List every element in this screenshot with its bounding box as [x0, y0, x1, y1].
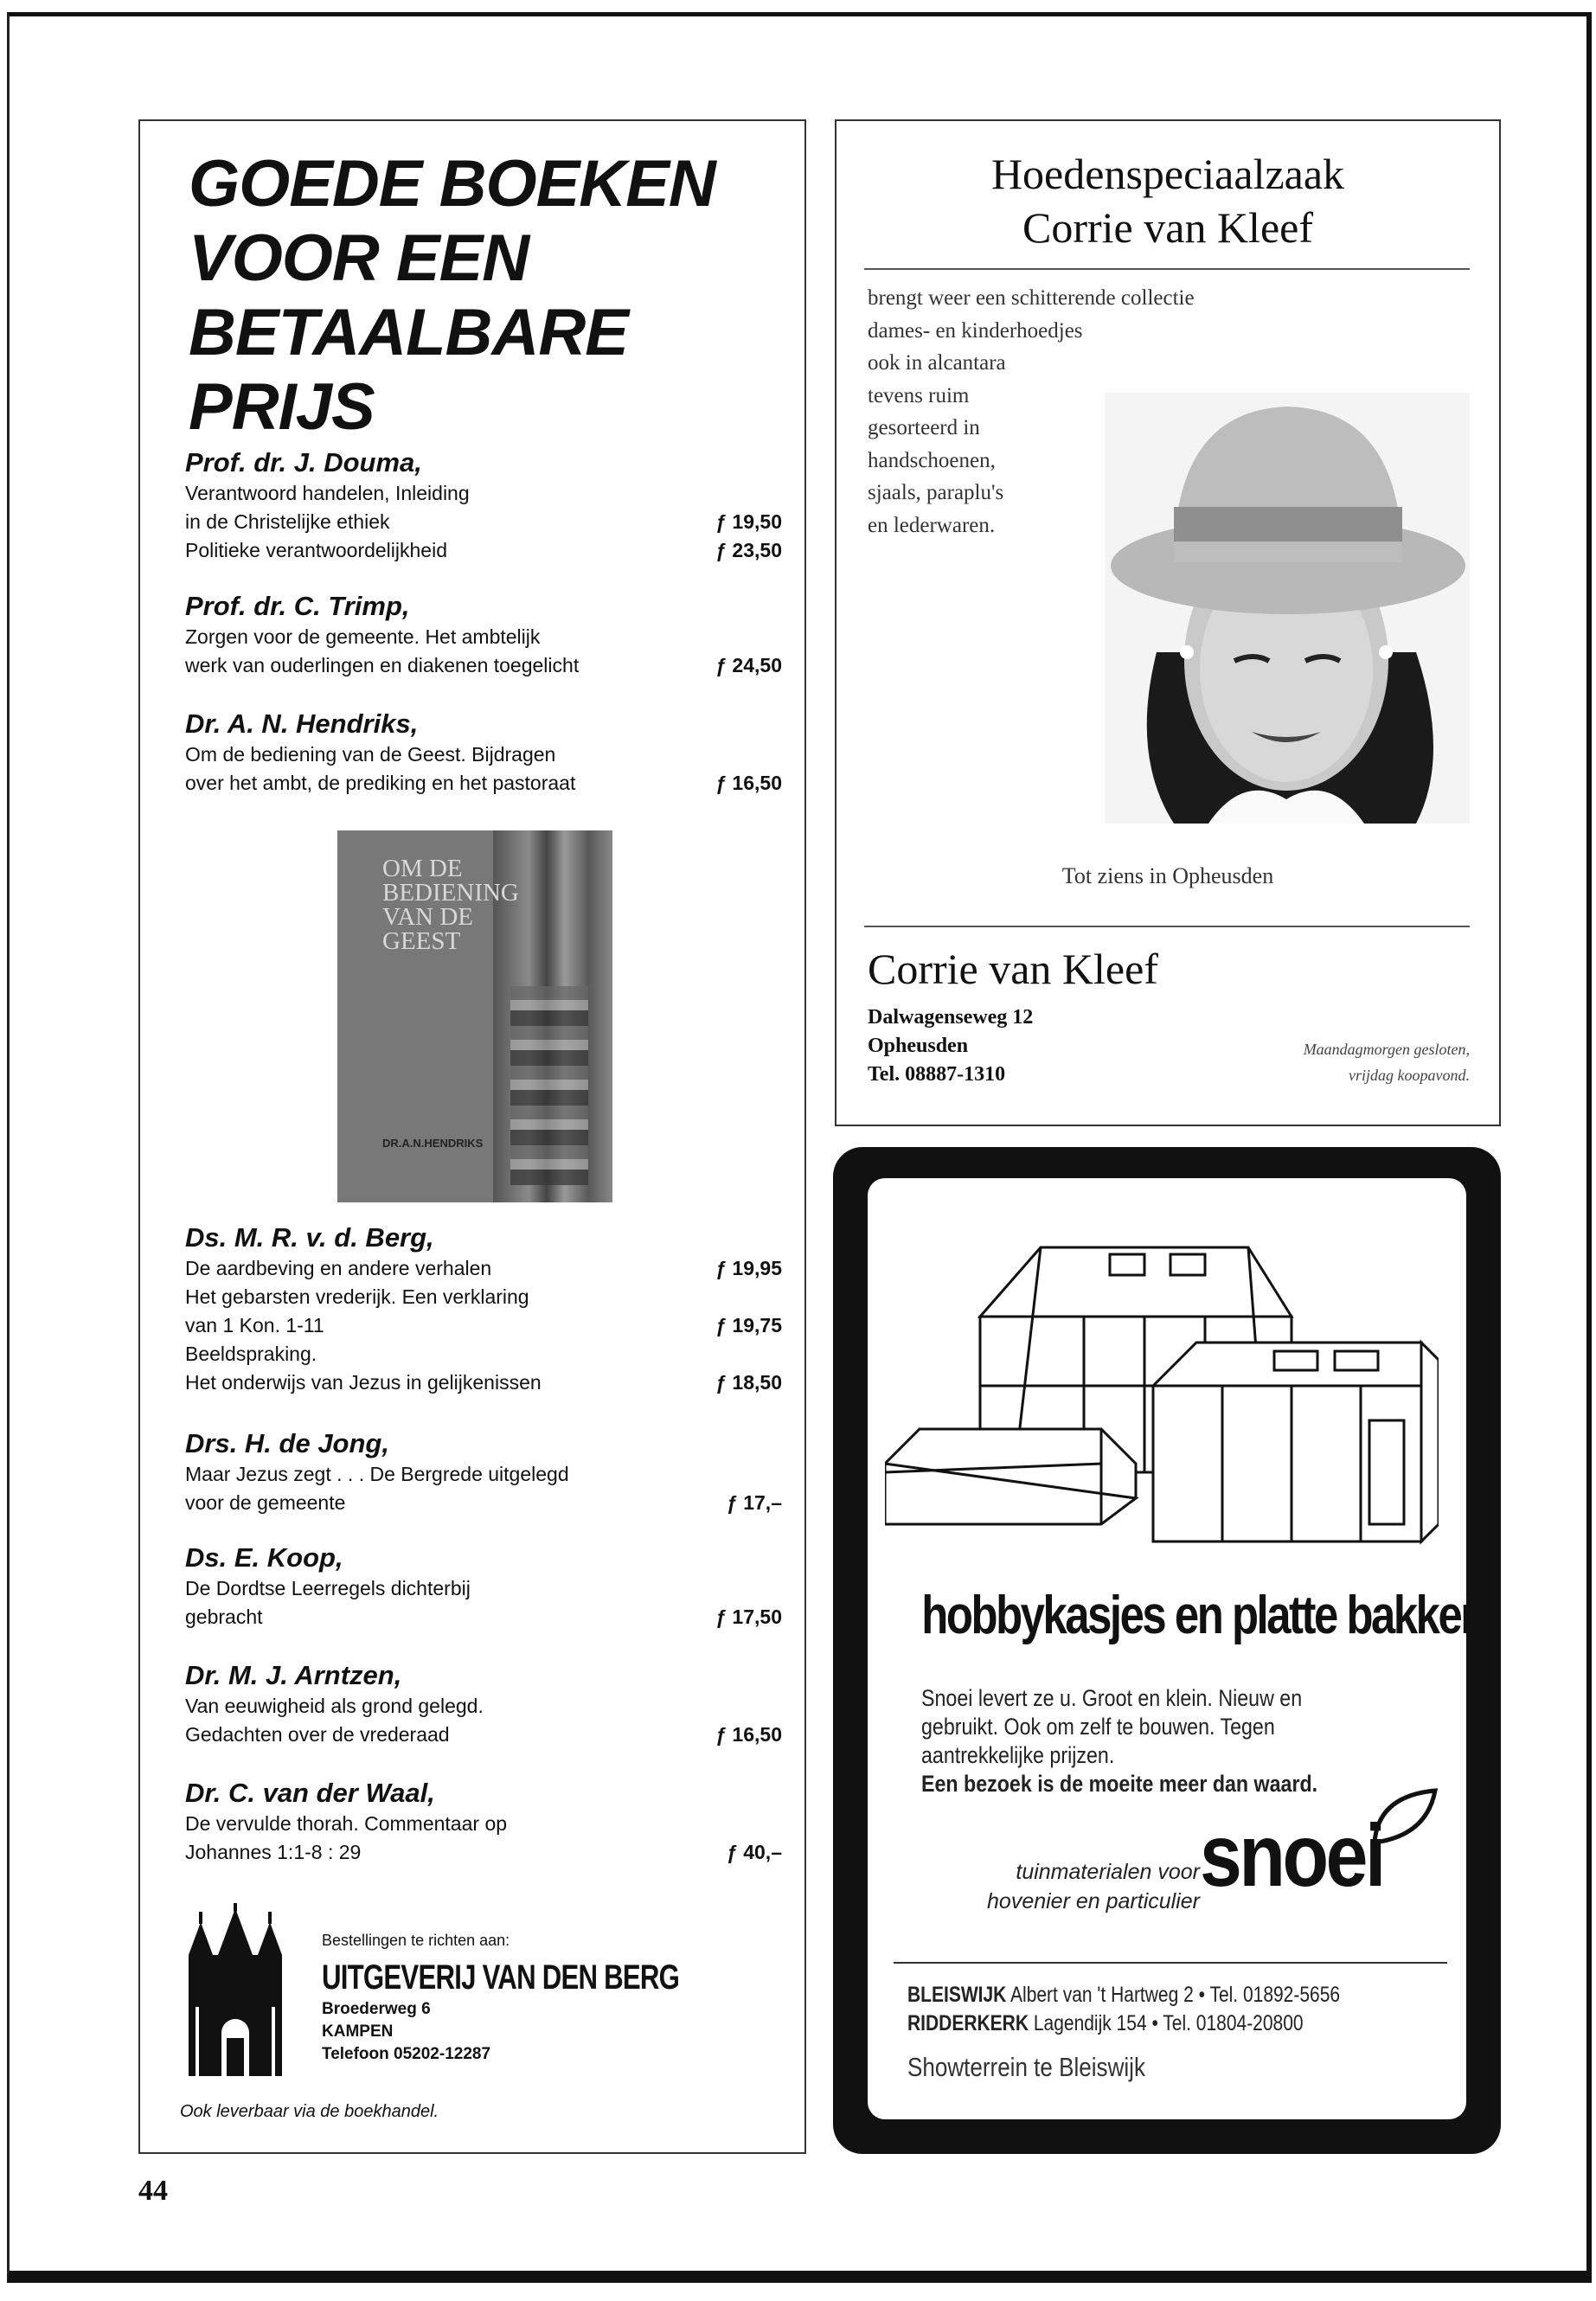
- book-advertisement: [138, 119, 806, 2154]
- shop-title-line: Corrie van Kleef: [1022, 203, 1313, 252]
- ad-headline: hobbykasjes en platte bakken: [921, 1586, 1485, 1645]
- branch-city: RIDDERKERK: [907, 2011, 1029, 2035]
- price: ƒ 19,50: [715, 510, 782, 533]
- headline-line: PRIJS: [189, 370, 375, 444]
- book-row: [185, 1838, 782, 1867]
- author: Dr. C. van der Waal,: [185, 1778, 435, 1808]
- book-title: Politieke verantwoordelijkheid: [185, 539, 447, 561]
- author: Prof. dr. J. Douma,: [185, 447, 422, 478]
- book-row: [185, 1603, 782, 1631]
- book-row: [185, 1692, 782, 1721]
- book-title: De Dordtse Leerregels dichterbij: [185, 1577, 471, 1599]
- publisher-address: [322, 1998, 490, 2066]
- company-subline: [940, 1857, 1200, 1916]
- author: Ds. E. Koop,: [185, 1542, 343, 1573]
- author: Drs. H. de Jong,: [185, 1428, 389, 1458]
- price: ƒ 24,50: [715, 654, 782, 676]
- publisher-block: [183, 1903, 789, 2085]
- book-row: [185, 1283, 782, 1311]
- book-title: werk van ouderlingen en diakenen toegelicht: [185, 654, 580, 676]
- branch-city: BLEISWIJK: [907, 1983, 1007, 2007]
- divider: [864, 926, 1470, 927]
- book-title: in de Christelijke ethiek: [185, 510, 390, 533]
- body-line: Snoei levert ze u. Groot en klein. Nieuw en: [921, 1685, 1303, 1711]
- price: ƒ 40,–: [727, 1841, 782, 1863]
- branch-line: [907, 2009, 1340, 2038]
- book-title: over het ambt, de prediking en het pastoraat: [185, 772, 576, 794]
- showroom-line: Showterrein te Bleiswijk: [907, 2052, 1145, 2082]
- stone-carving: [510, 986, 588, 1185]
- price: ƒ 16,50: [715, 772, 782, 794]
- address-line: Opheusden: [868, 1035, 969, 1057]
- book-row: [185, 1340, 782, 1368]
- book-row: [185, 1254, 782, 1283]
- book-row: [185, 1721, 782, 1749]
- description-line: brengt weer een schitterende collectie: [868, 286, 1195, 310]
- book-row: [185, 623, 782, 651]
- body-line: gebruikt. Ook om zelf te bouwen. Tegen: [921, 1714, 1275, 1740]
- book-title: van 1 Kon. 1-11: [185, 1314, 324, 1336]
- cover-title-line: BEDIENING: [382, 879, 519, 907]
- branch-details: Lagendijk 154 • Tel. 01804-20800: [1033, 2011, 1304, 2035]
- cover-title: [382, 856, 519, 953]
- book-row: [185, 1574, 782, 1603]
- price: ƒ 17,50: [715, 1606, 782, 1628]
- castle-gate-icon: [183, 1903, 287, 2076]
- closing-line: Tot ziens in Opheusden: [1061, 863, 1274, 888]
- price: ƒ 19,95: [715, 1257, 782, 1279]
- description-line: en lederwaren.: [868, 513, 996, 537]
- book-entry: [185, 1221, 782, 1397]
- ad-panel: [868, 1178, 1485, 2119]
- address-line: KAMPEN: [322, 2022, 394, 2041]
- book-row: [185, 1311, 782, 1340]
- cover-title-line: GEEST: [382, 927, 461, 955]
- price: ƒ 19,75: [715, 1314, 782, 1336]
- book-row: [185, 1460, 782, 1489]
- greenhouse-advertisement: [833, 1147, 1501, 2154]
- book-title: gebracht: [185, 1606, 263, 1628]
- book-title: De vervulde thorah. Commentaar op: [185, 1812, 508, 1835]
- book-row: [185, 740, 782, 769]
- shop-title-line: Hoedenspeciaalzaak: [990, 150, 1345, 198]
- book-title: Johannes 1:1-8 : 29: [185, 1841, 362, 1863]
- book-title: Verantwoord handelen, Inleiding: [185, 482, 470, 504]
- book-cover-image: [337, 830, 612, 1202]
- book-entry: [185, 1659, 782, 1749]
- headline: [189, 147, 794, 445]
- hat-photo-illustration: [1105, 393, 1470, 824]
- book-entry: [185, 1427, 782, 1517]
- subline-line: tuinmaterialen voor: [1016, 1860, 1200, 1884]
- branch-details: Albert van 't Hartweg 2 • Tel. 01892-5656: [1010, 1983, 1341, 2007]
- shop-address: [868, 1003, 1033, 1089]
- book-title: De aardbeving en andere verhalen: [185, 1257, 492, 1279]
- hours-line: vrijdag koopavond.: [1349, 1067, 1470, 1084]
- book-title: Om de bediening van de Geest. Bijdragen: [185, 743, 556, 766]
- branch-addresses: [907, 1981, 1340, 2038]
- shop-title: [836, 147, 1499, 254]
- hat-shop-advertisement: [835, 119, 1501, 1126]
- book-entry: [185, 708, 782, 798]
- book-title: voor de gemeente: [185, 1491, 346, 1514]
- address-line: Telefoon 05202-12287: [322, 2045, 491, 2063]
- shop-name: Corrie van Kleef: [868, 945, 1158, 993]
- headline-line: BETAALBARE: [189, 296, 628, 369]
- description-line: handschoenen,: [868, 448, 996, 472]
- woman-with-hat-photo: [1105, 393, 1470, 824]
- author: Ds. M. R. v. d. Berg,: [185, 1222, 434, 1253]
- hours-line: Maandagmorgen gesloten,: [1303, 1041, 1470, 1058]
- author: Prof. dr. C. Trimp,: [185, 591, 410, 621]
- headline-line: VOOR EEN: [189, 221, 529, 295]
- book-entry: [185, 446, 782, 565]
- book-row: [185, 1810, 782, 1838]
- book-title: Beeldspraking.: [185, 1343, 317, 1365]
- book-title: Gedachten over de vrederaad: [185, 1723, 450, 1746]
- branch-line: [907, 1981, 1340, 2009]
- description-line: tevens ruim: [868, 383, 970, 407]
- order-lead: Bestellingen te richten aan:: [322, 1932, 510, 1949]
- publisher-name: UITGEVERIJ VAN DEN BERG: [322, 1958, 680, 1997]
- headline-line: GOEDE BOEKEN: [189, 147, 715, 221]
- cover-author: DR.A.N.HENDRIKS: [382, 1137, 484, 1150]
- opening-hours: [1304, 1036, 1470, 1088]
- book-title: Het onderwijs van Jezus in gelijkenissen: [185, 1371, 542, 1394]
- divider: [894, 1962, 1447, 1964]
- address-line: Tel. 08887-1310: [868, 1063, 1006, 1086]
- book-entry: [185, 1777, 782, 1867]
- book-row: [185, 536, 782, 565]
- author: Dr. M. J. Arntzen,: [185, 1660, 402, 1690]
- book-row: [185, 508, 782, 536]
- price: ƒ 23,50: [715, 539, 782, 561]
- price: ƒ 17,–: [727, 1491, 782, 1514]
- description-line: sjaals, paraplu's: [868, 481, 1004, 504]
- bookstore-note: Ook leverbaar via de boekhandel.: [180, 2102, 439, 2121]
- tagline: Een bezoek is de moeite meer dan waard.: [921, 1771, 1318, 1797]
- subline-line: hovenier en particulier: [987, 1889, 1200, 1913]
- author: Dr. A. N. Hendriks,: [185, 708, 419, 739]
- ad-body: [921, 1684, 1317, 1798]
- book-title: Maar Jezus zegt . . . De Bergrede uitgelegd: [185, 1463, 569, 1485]
- cover-title-line: OM DE: [382, 855, 463, 882]
- page-number: 44: [138, 2175, 168, 2207]
- book-title: Van eeuwigheid als grond gelegd.: [185, 1695, 484, 1717]
- book-entry: [185, 590, 782, 680]
- price: ƒ 16,50: [715, 1723, 782, 1746]
- book-row: [185, 1368, 782, 1397]
- description-line: ook in alcantara: [868, 351, 1006, 375]
- cover-title-line: VAN DE: [382, 903, 473, 931]
- description-line: gesorteerd in: [868, 416, 980, 439]
- book-title: Het gebarsten vrederijk. Een verklaring: [185, 1285, 529, 1308]
- leaf-icon: [1369, 1787, 1439, 1848]
- book-title: Zorgen voor de gemeente. Het ambtelijk: [185, 625, 541, 648]
- greenhouse-illustration: [885, 1213, 1439, 1559]
- book-row: [185, 651, 782, 680]
- divider: [864, 268, 1470, 270]
- book-entry: [185, 1541, 782, 1631]
- book-row: [185, 1489, 782, 1517]
- address-line: Broederweg 6: [322, 2000, 431, 2018]
- snoei-logo: snoei: [1200, 1806, 1383, 1905]
- address-line: Dalwagenseweg 12: [868, 1006, 1034, 1029]
- price: ƒ 18,50: [715, 1371, 782, 1394]
- body-line: aantrekkelijke prijzen.: [921, 1742, 1115, 1768]
- book-row: [185, 769, 782, 798]
- book-row: [185, 479, 782, 508]
- description-line: dames- en kinderhoedjes: [868, 318, 1083, 343]
